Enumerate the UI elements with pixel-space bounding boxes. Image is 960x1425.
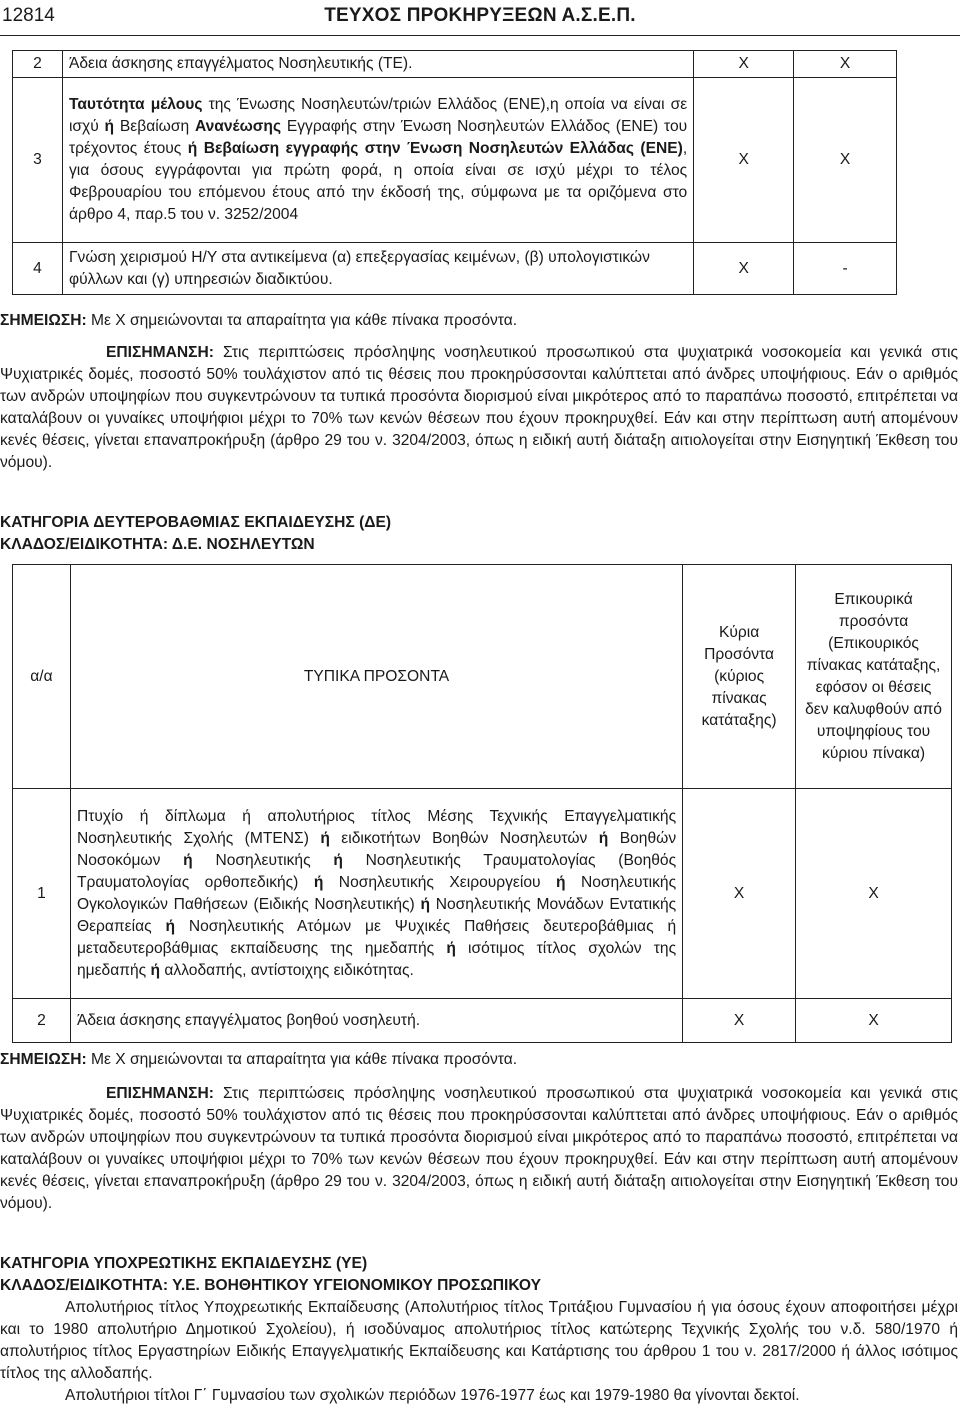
qualifications-table-continued (12, 50, 897, 295)
category-ye: ΚΑΤΗΓΟΡΙΑ ΥΠΟΧΡΕΩΤΙΚΗΣ ΕΚΠΑΙΔΕΥΣΗΣ (ΥΕ) (0, 1255, 368, 1272)
nurses-qualifications-table (12, 564, 952, 1043)
specialty-ye: ΚΛΑΔΟΣ/ΕΙΔΙΚΟΤΗΤΑ: Υ.Ε. ΒΟΗΘΗΤΙΚΟΥ ΥΓΕΙΟΝΟΜΙΚΟΥ ΠΡΟΣΩΠΙΚΟΥ (0, 1277, 542, 1294)
aux-mark: Χ (794, 51, 897, 78)
description-segment: ειδικοτήτων Βοηθών Νοσηλευτών (329, 829, 599, 847)
category-de: ΚΑΤΗΓΟΡΙΑ ΔΕΥΤΕΡΟΒΑΘΜΙΑΣ ΕΚΠΑΙΔΕΥΣΗΣ (ΔΕ) (0, 514, 392, 531)
or-conjunction: ή (313, 873, 324, 891)
or-conjunction: ή (446, 939, 456, 957)
or-conjunction: ή (320, 829, 330, 847)
row-description: Γνώση χειρισμού Η/Υ στα αντικείμενα (α) επεξεργασίας κειμένων, (β) υπολογιστικών φύλλων και (γ) υπηρεσιών διαδικτύου. (62, 243, 693, 295)
col-header-aux: Επικουρικά προσόντα (Επικουρικός πίνακας κατάταξης, εφόσον οι θέσεις δεν καλυφθούν από υποψηφίους του κύριου πίνακα) (796, 565, 952, 789)
main-mark: Χ (683, 789, 796, 999)
table-row (13, 789, 952, 999)
row-description: Άδεια άσκησης επαγγέλματος Νοσηλευτικής (ΤΕ). (62, 51, 693, 78)
aux-mark: Χ (796, 999, 952, 1043)
main-mark: Χ (683, 999, 796, 1043)
specialty-de: ΚΛΑΔΟΣ/ΕΙΔΙΚΟΤΗΤΑ: Δ.Ε. ΝΟΣΗΛΕΥΤΩΝ (0, 536, 315, 553)
page-number: 12814 (2, 5, 55, 26)
issue-title: ΤΕΥΧΟΣ ΠΡΟΚΗΡΥΞΕΩΝ Α.Σ.Ε.Π. (324, 5, 636, 26)
aux-mark: Χ (796, 789, 952, 999)
description-segment: Νοσηλευτικής (192, 851, 334, 869)
ye-accepted-titles: Απολυτήριοι τίτλοι Γ΄ Γυμνασίου των σχολικών περιόδων 1976-1977 έως και 1979-1980 θα γίνονται δεκτοί. (65, 1387, 800, 1404)
description-segment: Νοσηλευτικής Τραυματολογίας (Βοηθός Τραυματολογίας ορθοπεδικής) (76, 851, 677, 891)
or-conjunction: ή (420, 895, 430, 913)
row-number: 4 (13, 243, 63, 295)
table-row (13, 51, 897, 78)
main-mark: Χ (694, 78, 794, 243)
description-segment: Νοσηλευτικής Χειρουργείου (323, 873, 557, 891)
col-header-typical: ΤΥΠΙΚΑ ΠΡΟΣΟΝΤΑ (70, 565, 682, 789)
note-1: ΣΗΜΕΙΩΣΗ: Με Χ σημειώνονται τα απαραίτητα για κάθε πίνακα προσόντα. (0, 312, 518, 329)
row-description (70, 789, 682, 999)
note-2: ΣΗΜΕΙΩΣΗ: Με Χ σημειώνονται τα απαραίτητα για κάθε πίνακα προσόντα. (0, 1051, 518, 1068)
or-conjunction: ή (598, 829, 609, 847)
row-number: 3 (13, 78, 63, 243)
row-number: 2 (13, 999, 71, 1043)
or-conjunction: ή (150, 961, 161, 979)
description-segment: Νοσηλευτικής Ατόμων με Ψυχικές Παθήσεις δευτεροβάθμιας ή μεταδευτεροβάθμιας εκπαίδευσης της ημεδαπής (76, 917, 677, 957)
or-conjunction: ή (183, 851, 193, 869)
ye-requirements: Απολυτήριος τίτλος Υποχρεωτικής Εκπαίδευσης (Απολυτήριος τίτλος Τριτάξιου Γυμνασίου ή για όσους έχουν αποφοιτήσει μέχρι και το 1980 απολυτήριο Δημοτικού Σχολείου), ή ισοδύναμος απολυτήριος τίτλος κατώτερης Τεχνικής Σχολής του ν.δ. 580/1970 ή απολυτήριος τίτλος Εργαστηρίων Ειδικής Επαγγελματικής Εκπαίδευσης και Κατάρτισης του άρθρου 1 του ν. 2817/2000 ή άλλος ισότιμος τίτλος της αλλοδαπής. (0, 1299, 958, 1382)
or-conjunction: ή (333, 851, 343, 869)
or-conjunction: ή (556, 873, 566, 891)
row-description: Άδεια άσκησης επαγγέλματος βοηθού νοσηλευτή. (70, 999, 682, 1043)
description-segment: ισότιμος τίτλος σχολών της ημεδαπής (76, 939, 677, 979)
table-row (13, 999, 952, 1043)
description-segment: Νοσηλευτικής Ογκολογικών Παθήσεων (Ειδικής Νοσηλευτικής) (76, 873, 677, 913)
table-header-row (13, 565, 952, 789)
emphasis-2: ΕΠΙΣΗΜΑΝΣΗ: Στις περιπτώσεις πρόσληψης νοσηλευτικού προσωπικού στα ψυχιατρικά νοσοκομεία και γενικά στις Ψυχιατρικές δομές, ποσοστό 50% τουλάχιστον από τις θέσεις που προκηρύσσονται καλύπτεται από άνδρες υποψήφιους. Εάν ο αριθμός των ανδρών υποψηφίων που συγκεντρώνουν τα τυπικά προσόντα διορισμού είναι μικρότερος από το παραπάνω ποσοστό, επιτρέπεται να καταλάβουν οι γυναίκες υποψήφιοι μέχρι το 70% των κενών θέσεων που έχουν προκηρυχθεί. Εάν και στην περίπτωση αυτή απομένουν κενές θέσεις, γίνεται επαναπροκήρυξη (άρθρο 29 του ν. 3204/2003, όπως η ειδική αυτή διάταξη αιτιολογείται στην Εισηγητική Έκθεση του νόμου). (0, 1085, 958, 1212)
emphasis-1: ΕΠΙΣΗΜΑΝΣΗ: Στις περιπτώσεις πρόσληψης νοσηλευτικού προσωπικού στα ψυχιατρικά νοσοκομεία και γενικά στις Ψυχιατρικές δομές, ποσοστό 50% τουλάχιστον από τις θέσεις που προκηρύσσονται καλύπτεται από άνδρες υποψήφιους. Εάν ο αριθμός των ανδρών υποψηφίων που συγκεντρώνουν τα τυπικά προσόντα διορισμού είναι μικρότερος από το παραπάνω ποσοστό, επιτρέπεται να καταλάβουν οι γυναίκες υποψήφιοι μέχρι το 70% των κενών θέσεων που έχουν προκηρυχθεί. Εάν και στην περίπτωση αυτή απομένουν κενές θέσεις, γίνεται επαναπροκήρυξη (άρθρο 29 του ν. 3204/2003, όπως η ειδική αυτή διάταξη αιτιολογείται στην Εισηγητική Έκθεση του νόμου). (0, 344, 958, 471)
description-segment: αλλοδαπής, αντίστοιχης ειδικότητας. (160, 961, 414, 979)
main-mark: Χ (694, 51, 794, 78)
col-header-main: Κύρια Προσόντα (κύριος πίνακας κατάταξης) (683, 565, 796, 789)
col-header-aa: α/α (13, 565, 71, 789)
description-segment: Πτυχίο ή δίπλωμα ή απολυτήριος τίτλος Μέσης Τεχνικής Επαγγελματικής Νοσηλευτικής Σχολής (ΜΤΕΝΣ) (76, 807, 677, 847)
description-segment: Νοσηλευτικής Μονάδων Εντατικής Θεραπείας (76, 895, 677, 935)
header-divider (0, 35, 960, 36)
aux-mark: - (794, 243, 897, 295)
description-segment: Βοηθών Νοσοκόμων (76, 829, 677, 869)
row-description: Ταυτότητα μέλους της Ένωσης Νοσηλευτών/τριών Ελλάδος (ΕΝΕ),η οποία να είναι σε ισχύ ή Βεβαίωση Ανανέωσης Εγγραφής στην Ένωση Νοσηλευτών Ελλάδος (ΕΝΕ) του τρέχοντος έτους ή Βεβαίωση εγγραφής στην Ένωση Νοσηλευτών Ελλάδας (ΕΝΕ), για όσους εγγράφονται για πρώτη φορά, η οποία είναι σε ισχύ μέχρι το τέλος Φεβρουαρίου του επόμενου έτους από την έκδοσή της, σύμφωνα με τα οριζόμενα στο άρθρο 4, παρ.5 του ν. 3252/2004 (62, 78, 693, 243)
or-conjunction: ή (165, 917, 175, 935)
page-header (0, 3, 960, 29)
table-row (13, 243, 897, 295)
aux-mark: Χ (794, 78, 897, 243)
row-number: 1 (13, 789, 71, 999)
row-number: 2 (13, 51, 63, 78)
table-row (13, 78, 897, 243)
main-mark: Χ (694, 243, 794, 295)
